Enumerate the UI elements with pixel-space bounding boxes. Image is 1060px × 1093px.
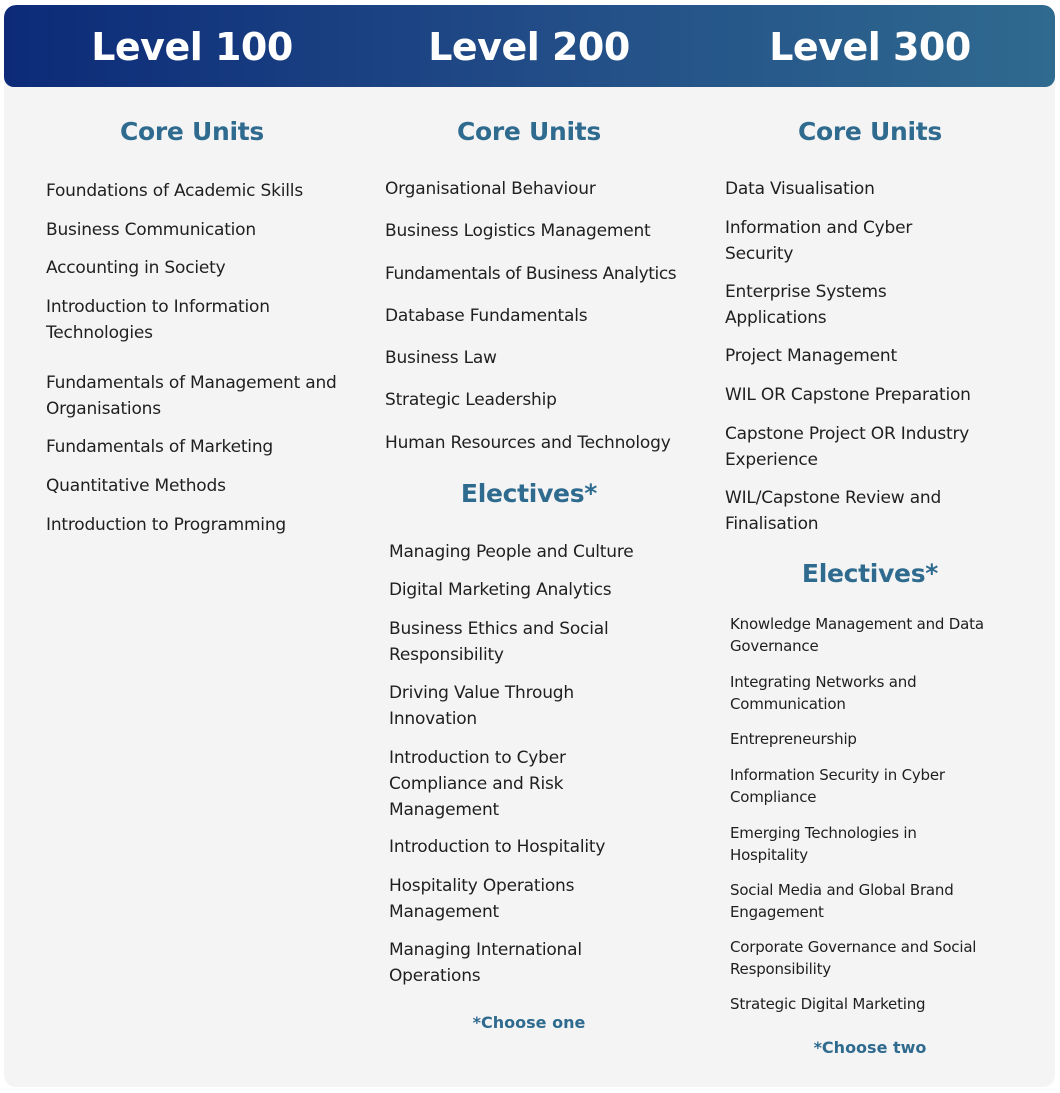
course-structure-card: [4, 5, 1055, 1087]
level-300-title: Level 300: [769, 25, 971, 69]
level-200-title: Level 200: [428, 25, 630, 69]
elective-unit: Introduction to Cyber Compliance and Risk Management: [389, 748, 566, 820]
core-unit: Business Logistics Management: [385, 221, 651, 241]
core-unit: Quantitative Methods: [46, 476, 226, 496]
elective-unit: Hospitality Operations Management: [389, 876, 575, 922]
core-unit: Introduction to Information Technologies: [46, 297, 270, 343]
elective-unit: Managing People and Culture: [389, 542, 634, 562]
core-unit: Fundamentals of Marketing: [46, 437, 273, 457]
elective-unit: Corporate Governance and Social Responsibility: [730, 938, 977, 978]
elective-unit: Integrating Networks and Communication: [730, 673, 917, 713]
elective-unit: Strategic Digital Marketing: [730, 995, 926, 1013]
core-unit: Introduction to Programming: [46, 515, 286, 535]
level-300-choose-note: *Choose two: [813, 1038, 927, 1057]
elective-unit: Knowledge Management and Data Governance: [730, 615, 984, 655]
core-unit: Human Resources and Technology: [385, 433, 671, 453]
elective-unit: Social Media and Global Brand Engagement: [730, 881, 954, 921]
core-unit: WIL OR Capstone Preparation: [725, 385, 971, 405]
core-unit: Enterprise Systems Applications: [725, 282, 887, 328]
elective-unit: Digital Marketing Analytics: [389, 580, 612, 600]
core-unit: Capstone Project OR Industry Experience: [725, 424, 970, 470]
core-unit: Database Fundamentals: [385, 306, 588, 326]
core-unit: Business Communication: [46, 220, 256, 240]
levels-header: [4, 5, 1055, 87]
core-unit: Business Law: [385, 348, 497, 368]
level-100-title: Level 100: [91, 25, 293, 69]
core-unit: WIL/Capstone Review and Finalisation: [725, 488, 942, 534]
level-300-electives-title: Electives*: [801, 559, 939, 588]
level-300-core-title: Core Units: [797, 117, 942, 146]
elective-unit: Information Security in Cyber Compliance: [730, 766, 945, 806]
elective-unit: Introduction to Hospitality: [389, 837, 606, 857]
elective-unit: Emerging Technologies in Hospitality: [730, 824, 917, 864]
elective-unit: Driving Value Through Innovation: [389, 683, 574, 729]
core-unit: Information and Cyber Security: [725, 218, 913, 264]
level-100-core-title: Core Units: [119, 117, 264, 146]
core-unit: Organisational Behaviour: [385, 179, 596, 199]
level-200-core-title: Core Units: [456, 117, 601, 146]
elective-unit: Managing International Operations: [389, 940, 582, 986]
core-unit: Project Management: [725, 346, 897, 366]
core-unit: Fundamentals of Management and Organisations: [46, 373, 337, 419]
elective-unit: Business Ethics and Social Responsibility: [389, 619, 609, 665]
core-unit: Data Visualisation: [725, 179, 875, 199]
core-unit: Strategic Leadership: [385, 390, 557, 410]
core-unit: Foundations of Academic Skills: [46, 181, 303, 201]
elective-unit: Entrepreneurship: [730, 730, 857, 748]
level-200-choose-note: *Choose one: [472, 1013, 586, 1032]
core-unit: Fundamentals of Business Analytics: [385, 264, 677, 284]
core-unit: Accounting in Society: [46, 258, 226, 278]
level-200-electives-title: Electives*: [460, 479, 598, 508]
